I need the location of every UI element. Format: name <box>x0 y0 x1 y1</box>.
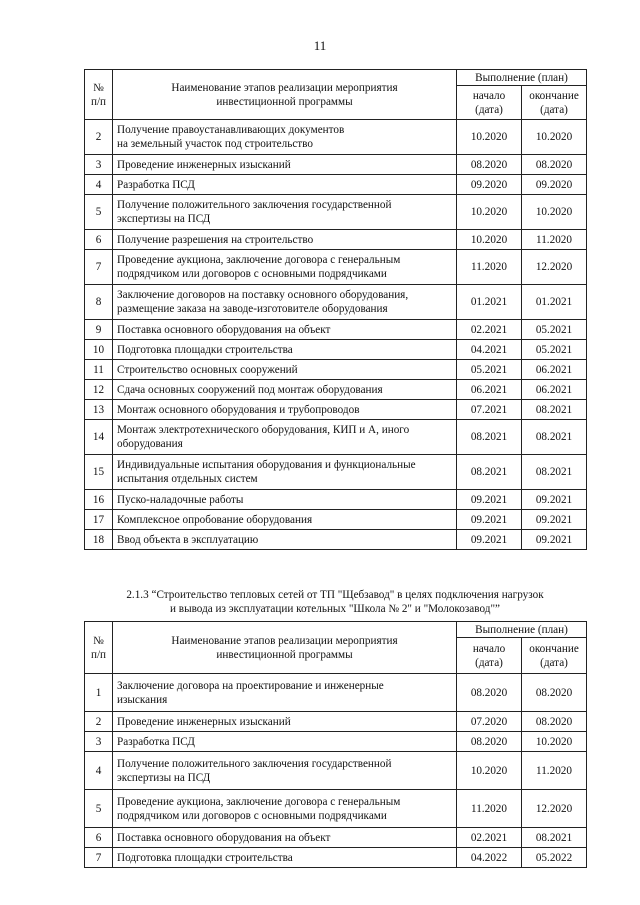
start-date: 10.2020 <box>457 752 522 790</box>
stage-name: Заключение договоров на поставку основного оборудования, размещение заказа на заводе-изготовителе оборудования <box>113 285 457 320</box>
stage-number: 6 <box>85 230 113 250</box>
start-date: 09.2020 <box>457 175 522 195</box>
start-date: 09.2021 <box>457 530 522 550</box>
start-date: 01.2021 <box>457 285 522 320</box>
header-execution: Выполнение (план) <box>457 622 587 638</box>
table-1-body <box>85 120 587 550</box>
table-row <box>85 752 587 790</box>
table-row <box>85 712 587 732</box>
header-num: № п/п <box>85 70 113 120</box>
stage-number: 2 <box>85 120 113 155</box>
stage-number: 4 <box>85 752 113 790</box>
end-date: 05.2021 <box>522 320 587 340</box>
end-date: 09.2021 <box>522 530 587 550</box>
end-date: 06.2021 <box>522 360 587 380</box>
table-row <box>85 828 587 848</box>
table-row <box>85 420 587 455</box>
start-date: 08.2020 <box>457 674 522 712</box>
stage-name: Комплексное опробование оборудования <box>113 510 457 530</box>
table-row <box>85 230 587 250</box>
table-row <box>85 320 587 340</box>
header-end-date: окончание (дата) <box>522 638 587 674</box>
table-row <box>85 195 587 230</box>
table-row <box>85 155 587 175</box>
stage-number: 3 <box>85 732 113 752</box>
table-row <box>85 455 587 490</box>
start-date: 08.2021 <box>457 420 522 455</box>
schedule-table-2 <box>84 621 587 868</box>
table-row <box>85 250 587 285</box>
header-start-date: начало (дата) <box>457 86 522 120</box>
table-row <box>85 790 587 828</box>
start-date: 09.2021 <box>457 510 522 530</box>
stage-name: Индивидуальные испытания оборудования и функциональные испытания отдельных систем <box>113 455 457 490</box>
stage-number: 12 <box>85 380 113 400</box>
end-date: 08.2021 <box>522 420 587 455</box>
table-row <box>85 360 587 380</box>
stage-number: 11 <box>85 360 113 380</box>
stage-name: Проведение инженерных изысканий <box>113 155 457 175</box>
end-date: 08.2021 <box>522 455 587 490</box>
stage-name: Заключение договора на проектирование и инженерные изыскания <box>113 674 457 712</box>
end-date: 05.2022 <box>522 848 587 868</box>
stage-name: Сдача основных сооружений под монтаж оборудования <box>113 380 457 400</box>
table-row <box>85 285 587 320</box>
end-date: 05.2021 <box>522 340 587 360</box>
header-start-date: начало (дата) <box>457 638 522 674</box>
page-number: 11 <box>313 38 327 53</box>
start-date: 07.2020 <box>457 712 522 732</box>
start-date: 11.2020 <box>457 250 522 285</box>
stage-number: 18 <box>85 530 113 550</box>
stage-number: 1 <box>85 674 113 712</box>
stage-name: Монтаж основного оборудования и трубопроводов <box>113 400 457 420</box>
end-date: 08.2021 <box>522 400 587 420</box>
table-row <box>85 120 587 155</box>
end-date: 09.2020 <box>522 175 587 195</box>
start-date: 09.2021 <box>457 490 522 510</box>
start-date: 02.2021 <box>457 828 522 848</box>
table-2-body <box>85 674 587 868</box>
stage-name: Проведение аукциона, заключение договора с генеральным подрядчиком или договоров с основными подрядчиками <box>113 790 457 828</box>
end-date: 08.2020 <box>522 674 587 712</box>
stage-name: Строительство основных сооружений <box>113 360 457 380</box>
stage-name: Разработка ПСД <box>113 175 457 195</box>
table-row <box>85 848 587 868</box>
table-row <box>85 732 587 752</box>
header-execution: Выполнение (план) <box>457 70 587 86</box>
header-stage-name: Наименование этапов реализации мероприятия инвестиционной программы <box>113 622 457 674</box>
end-date: 08.2020 <box>522 155 587 175</box>
table-row <box>85 490 587 510</box>
table-row <box>85 510 587 530</box>
end-date: 12.2020 <box>522 250 587 285</box>
table-row <box>85 340 587 360</box>
stage-name: Монтаж электротехнического оборудования, КИП и А, иного оборудования <box>113 420 457 455</box>
start-date: 10.2020 <box>457 195 522 230</box>
schedule-table-1 <box>84 69 587 550</box>
stage-number: 15 <box>85 455 113 490</box>
table-row <box>85 674 587 712</box>
stage-number: 2 <box>85 712 113 732</box>
end-date: 08.2020 <box>522 712 587 732</box>
end-date: 09.2021 <box>522 510 587 530</box>
stage-name: Получение разрешения на строительство <box>113 230 457 250</box>
stage-name: Разработка ПСД <box>113 732 457 752</box>
start-date: 07.2021 <box>457 400 522 420</box>
end-date: 11.2020 <box>522 230 587 250</box>
start-date: 06.2021 <box>457 380 522 400</box>
start-date: 10.2020 <box>457 120 522 155</box>
start-date: 08.2020 <box>457 732 522 752</box>
stage-name: Получение положительного заключения государственной экспертизы на ПСД <box>113 195 457 230</box>
table-row <box>85 380 587 400</box>
header-num: № п/п <box>85 622 113 674</box>
end-date: 01.2021 <box>522 285 587 320</box>
table-row <box>85 400 587 420</box>
end-date: 10.2020 <box>522 120 587 155</box>
start-date: 04.2021 <box>457 340 522 360</box>
stage-number: 7 <box>85 848 113 868</box>
header-stage-name: Наименование этапов реализации мероприятия инвестиционной программы <box>113 70 457 120</box>
start-date: 10.2020 <box>457 230 522 250</box>
stage-number: 6 <box>85 828 113 848</box>
end-date: 09.2021 <box>522 490 587 510</box>
stage-name: Получение положительного заключения государственной экспертизы на ПСД <box>113 752 457 790</box>
stage-number: 14 <box>85 420 113 455</box>
start-date: 02.2021 <box>457 320 522 340</box>
stage-number: 5 <box>85 790 113 828</box>
header-end-date: окончание (дата) <box>522 86 587 120</box>
stage-name: Поставка основного оборудования на объект <box>113 828 457 848</box>
end-date: 08.2021 <box>522 828 587 848</box>
stage-name: Проведение инженерных изысканий <box>113 712 457 732</box>
stage-name: Поставка основного оборудования на объект <box>113 320 457 340</box>
stage-name: Проведение аукциона, заключение договора с генеральным подрядчиком или договоров с основными подрядчиками <box>113 250 457 285</box>
stage-number: 17 <box>85 510 113 530</box>
section-heading: 2.1.3 “Строительство тепловых сетей от ТП "Щебзавод" в целях подключения нагрузок и вывода из эксплуатации котельных "Школа № 2" и "Молокозавод"” <box>126 589 544 615</box>
end-date: 11.2020 <box>522 752 587 790</box>
stage-name: Ввод объекта в эксплуатацию <box>113 530 457 550</box>
end-date: 12.2020 <box>522 790 587 828</box>
stage-number: 9 <box>85 320 113 340</box>
table-row <box>85 175 587 195</box>
stage-number: 10 <box>85 340 113 360</box>
stage-name: Подготовка площадки строительства <box>113 848 457 868</box>
stage-name: Подготовка площадки строительства <box>113 340 457 360</box>
start-date: 05.2021 <box>457 360 522 380</box>
end-date: 10.2020 <box>522 732 587 752</box>
stage-number: 5 <box>85 195 113 230</box>
table-row <box>85 530 587 550</box>
stage-name: Пуско-наладочные работы <box>113 490 457 510</box>
stage-number: 16 <box>85 490 113 510</box>
stage-number: 7 <box>85 250 113 285</box>
stage-number: 4 <box>85 175 113 195</box>
stage-number: 8 <box>85 285 113 320</box>
stage-name: Получение правоустанавливающих документов на земельный участок под строительство <box>113 120 457 155</box>
end-date: 06.2021 <box>522 380 587 400</box>
start-date: 08.2020 <box>457 155 522 175</box>
stage-number: 3 <box>85 155 113 175</box>
start-date: 04.2022 <box>457 848 522 868</box>
end-date: 10.2020 <box>522 195 587 230</box>
start-date: 11.2020 <box>457 790 522 828</box>
start-date: 08.2021 <box>457 455 522 490</box>
stage-number: 13 <box>85 400 113 420</box>
